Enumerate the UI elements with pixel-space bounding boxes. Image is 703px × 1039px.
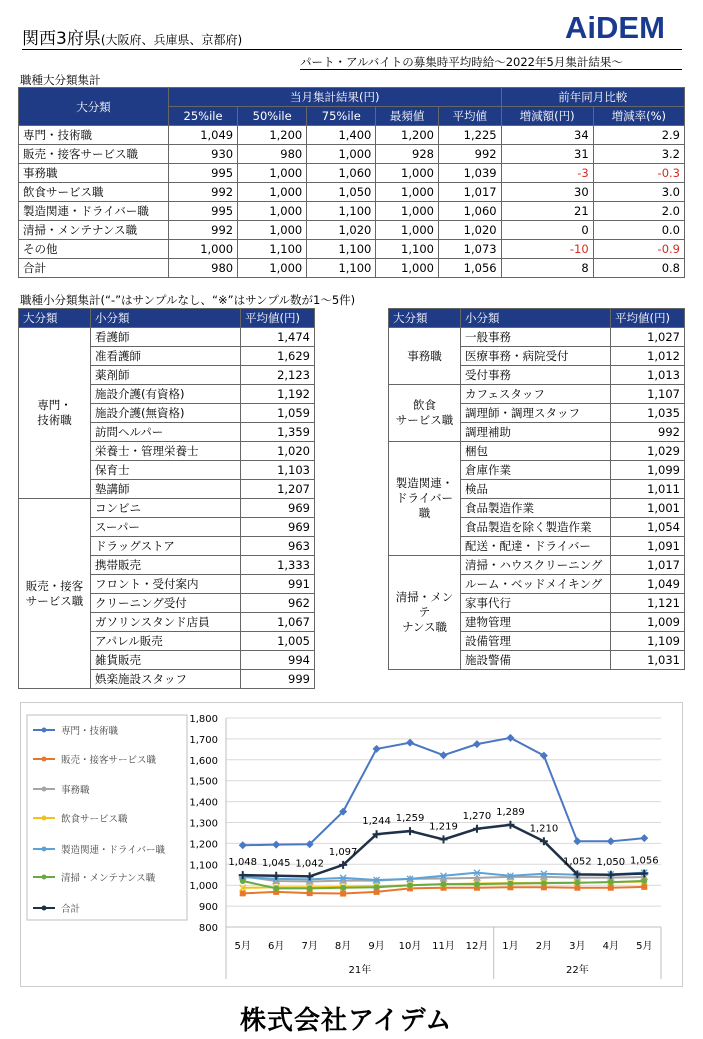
cell-rate: 2.9 (593, 126, 684, 145)
avg-cell: 1,474 (241, 328, 315, 347)
footer-company-logo: 株式会社アイデム (240, 1006, 453, 1036)
data-point (608, 879, 614, 885)
cell-mode: 1,100 (376, 240, 439, 259)
cell-avg: 1,073 (438, 240, 501, 259)
table-row (19, 126, 685, 145)
cell-p25: 1,049 (169, 126, 238, 145)
legend-marker (42, 875, 47, 880)
table-row (19, 164, 685, 183)
y-tick-label: 1,000 (189, 881, 218, 893)
cell-p50: 1,000 (238, 164, 307, 183)
avg-cell: 1,121 (611, 594, 685, 613)
cell-diff: -10 (501, 240, 593, 259)
subcategory-cell: 保育士 (91, 461, 241, 480)
category-cell: 飲食 サービス職 (389, 385, 461, 442)
x-tick-label: 12月 (465, 941, 489, 952)
title-rule (22, 49, 682, 50)
cell-rate: -0.3 (593, 164, 684, 183)
avg-cell: 969 (241, 518, 315, 537)
data-point (574, 880, 580, 886)
data-point (541, 880, 547, 886)
avg-cell: 1,029 (611, 442, 685, 461)
table-row (19, 240, 685, 259)
data-label: 1,289 (496, 806, 525, 818)
data-point (506, 734, 514, 742)
cell-diff: 21 (501, 202, 593, 221)
avg-cell: 1,333 (241, 556, 315, 575)
cell-avg: 992 (438, 145, 501, 164)
cell-rate: -0.9 (593, 240, 684, 259)
cell-mode: 1,200 (376, 126, 439, 145)
table-row (19, 145, 685, 164)
legend-marker (42, 757, 47, 762)
data-label: 1,210 (529, 823, 559, 835)
data-point (540, 752, 548, 760)
cell-p25: 992 (169, 183, 238, 202)
y-tick-label: 1,800 (189, 714, 218, 725)
cell-p75: 1,400 (307, 126, 376, 145)
avg-cell: 1,017 (611, 556, 685, 575)
legend-label: 専門・技術職 (61, 726, 119, 737)
cell-mode: 928 (376, 145, 439, 164)
cell-avg: 1,060 (438, 202, 501, 221)
category-cell: 事務職 (389, 328, 461, 385)
subcategory-cell: 設備管理 (461, 632, 611, 651)
col-header: 最頻値 (376, 107, 439, 126)
minor-section-label: 職種小分類集計(“-”はサンプルなし、“※”はサンプル数が1～5件) (20, 293, 356, 307)
subcategory-cell: 一般事務 (461, 328, 611, 347)
data-point (373, 745, 381, 753)
x-tick-label: 5月 (636, 941, 653, 952)
avg-cell: 1,629 (241, 347, 315, 366)
data-point (406, 739, 414, 747)
col-avg: 平均値(円) (241, 309, 315, 328)
avg-cell: 1,035 (611, 404, 685, 423)
data-point (441, 881, 447, 887)
data-label: 1,056 (629, 855, 659, 867)
subcategory-cell: 携帯販売 (91, 556, 241, 575)
cell-p50: 1,000 (238, 221, 307, 240)
data-point (474, 881, 480, 887)
cell-avg: 1,225 (438, 126, 501, 145)
cell-p25: 1,000 (169, 240, 238, 259)
page-title: 関西3府県(大阪府、兵庫県、京都府) (22, 29, 243, 49)
avg-cell: 1,031 (611, 651, 685, 670)
col-header: 平均値 (438, 107, 501, 126)
x-tick-label: 10月 (398, 941, 422, 952)
cell-p50: 1,000 (238, 202, 307, 221)
avg-cell: 1,054 (611, 518, 685, 537)
subtitle-rule (300, 69, 682, 70)
category-cell: 製造関連・ ドライバー職 (389, 442, 461, 556)
cell-p75: 1,100 (307, 202, 376, 221)
category-cell: 販売・接客 サービス職 (19, 499, 91, 689)
row-label: その他 (19, 240, 169, 259)
legend-marker (42, 816, 47, 821)
cell-avg: 1,020 (438, 221, 501, 240)
aidem-logo: AiDEM (565, 10, 665, 45)
subcategory-cell: 看護師 (91, 328, 241, 347)
cell-p75: 1,100 (307, 259, 376, 278)
cell-mode: 1,000 (376, 259, 439, 278)
avg-cell: 1,059 (241, 404, 315, 423)
data-label: 1,270 (462, 810, 492, 822)
x-tick-label: 2月 (535, 941, 553, 952)
legend-label: 清掃・メンテナンス職 (61, 873, 156, 884)
avg-cell: 1,109 (611, 632, 685, 651)
col-header: 25%ile (169, 107, 238, 126)
subcategory-cell: カフェスタッフ (461, 385, 611, 404)
major-section-label: 職種大分類集計 (20, 73, 101, 87)
subcategory-cell: 雑貨販売 (91, 651, 241, 670)
data-point (608, 885, 614, 891)
subcategory-cell: 薬剤師 (91, 366, 241, 385)
legend-label: 製造関連・ドライバー職 (61, 845, 166, 856)
subcategory-cell: アパレル販売 (91, 632, 241, 651)
cell-p50: 1,100 (238, 240, 307, 259)
y-tick-label: 1,500 (189, 776, 218, 788)
cell-rate: 0.0 (593, 221, 684, 240)
data-point (573, 837, 581, 845)
table-row (389, 385, 685, 404)
col-major: 大分類 (389, 309, 461, 328)
col-header: 75%ile (307, 107, 376, 126)
table-row (19, 259, 685, 278)
avg-cell: 992 (611, 423, 685, 442)
subcategory-cell: ルーム・ベッドメイキング (461, 575, 611, 594)
trend-chart-svg (21, 703, 682, 986)
table-row (19, 221, 685, 240)
cell-mode: 1,000 (376, 202, 439, 221)
data-point (607, 837, 615, 845)
subcategory-cell: 准看護師 (91, 347, 241, 366)
cell-p75: 1,000 (307, 145, 376, 164)
row-label: 清掃・メンテナンス職 (19, 221, 169, 240)
x-tick-label: 1月 (502, 941, 519, 952)
cell-p75: 1,050 (307, 183, 376, 202)
avg-cell: 991 (241, 575, 315, 594)
y-tick-label: 1,100 (189, 860, 218, 872)
avg-cell: 1,103 (241, 461, 315, 480)
row-label: 専門・技術職 (19, 126, 169, 145)
cell-p50: 1,000 (238, 183, 307, 202)
data-point (374, 884, 380, 890)
col-header: 増減額(円) (501, 107, 593, 126)
data-label: 1,244 (362, 816, 391, 828)
cell-p25: 995 (169, 164, 238, 183)
data-point (272, 841, 280, 849)
row-label: 合計 (19, 259, 169, 278)
legend-label: 合計 (61, 904, 81, 915)
data-label: 1,045 (261, 857, 291, 869)
minor-table-left (18, 308, 315, 689)
cell-avg: 1,017 (438, 183, 501, 202)
y-tick-label: 900 (198, 902, 218, 914)
data-point (307, 885, 313, 891)
x-tick-label: 4月 (602, 941, 619, 952)
subcategory-cell: ドラッグストア (91, 537, 241, 556)
table-row (19, 183, 685, 202)
cell-rate: 2.0 (593, 202, 684, 221)
avg-cell: 1,013 (611, 366, 685, 385)
col-header: 増減率(%) (593, 107, 684, 126)
subcategory-cell: 施設警備 (461, 651, 611, 670)
y-tick-label: 1,700 (189, 734, 218, 746)
data-label: 1,052 (563, 856, 592, 868)
legend-label: 飲食サービス職 (61, 814, 128, 825)
subcategory-cell: 検品 (461, 480, 611, 499)
avg-cell: 1,207 (241, 480, 315, 499)
data-label: 1,050 (596, 856, 626, 868)
avg-cell: 1,099 (611, 461, 685, 480)
avg-cell: 1,012 (611, 347, 685, 366)
avg-cell: 999 (241, 670, 315, 689)
cell-diff: 8 (501, 259, 593, 278)
avg-cell: 1,020 (241, 442, 315, 461)
data-point (273, 885, 279, 891)
table-row (19, 328, 315, 347)
x-tick-label: 11月 (432, 941, 455, 952)
data-point (239, 841, 247, 849)
cell-p50: 980 (238, 145, 307, 164)
data-point (473, 825, 481, 833)
subcategory-cell: 訪問ヘルパー (91, 423, 241, 442)
subcategory-cell: ガソリンスタンド店員 (91, 613, 241, 632)
subcategory-cell: 栄養士・管理栄養士 (91, 442, 241, 461)
legend-label: 販売・接客サービス職 (61, 755, 157, 766)
data-point (473, 740, 481, 748)
data-point (506, 821, 514, 829)
data-label: 1,219 (429, 821, 458, 833)
data-point (440, 751, 448, 759)
year-label: 21年 (348, 965, 372, 976)
avg-cell: 994 (241, 651, 315, 670)
data-point (507, 881, 513, 887)
data-label: 1,048 (228, 857, 258, 869)
subtitle: パート・アルバイトの募集時平均時給～2022年5月集計結果～ (300, 55, 623, 69)
y-tick-label: 1,400 (189, 797, 218, 809)
trend-chart (20, 702, 683, 987)
subcategory-cell: 梱包 (461, 442, 611, 461)
category-cell: 清掃・メンテ ナンス職 (389, 556, 461, 670)
avg-cell: 969 (241, 499, 315, 518)
cell-diff: -3 (501, 164, 593, 183)
avg-cell: 1,005 (241, 632, 315, 651)
subcategory-cell: 医療事務・病院受付 (461, 347, 611, 366)
legend-marker (42, 847, 47, 852)
subcategory-cell: フロント・受付案内 (91, 575, 241, 594)
legend-label: 事務職 (61, 785, 90, 796)
cell-avg: 1,056 (438, 259, 501, 278)
avg-cell: 1,192 (241, 385, 315, 404)
table-row (389, 328, 685, 347)
col-major: 大分類 (19, 309, 91, 328)
year-label: 22年 (565, 965, 589, 976)
avg-cell: 1,091 (611, 537, 685, 556)
cell-diff: 34 (501, 126, 593, 145)
x-tick-label: 3月 (569, 941, 586, 952)
subcategory-cell: 塾講師 (91, 480, 241, 499)
cell-p50: 1,200 (238, 126, 307, 145)
cell-p25: 980 (169, 259, 238, 278)
table-row (19, 499, 315, 518)
row-label: 事務職 (19, 164, 169, 183)
data-label: 1,097 (328, 846, 358, 858)
legend-marker (42, 728, 47, 733)
avg-cell: 1,107 (611, 385, 685, 404)
avg-cell: 1,009 (611, 613, 685, 632)
cell-p75: 1,100 (307, 240, 376, 259)
legend-marker (42, 787, 47, 792)
group-current: 当月集計結果(円) (169, 88, 502, 107)
subcategory-cell: 施設介護(有資格) (91, 385, 241, 404)
avg-cell: 1,067 (241, 613, 315, 632)
subcategory-cell: 建物管理 (461, 613, 611, 632)
avg-cell: 1,027 (611, 328, 685, 347)
table-row (389, 556, 685, 575)
subcategory-cell: 食品製造を除く製造作業 (461, 518, 611, 537)
cell-mode: 1,000 (376, 183, 439, 202)
subcategory-cell: コンビニ (91, 499, 241, 518)
x-tick-label: 5月 (234, 941, 251, 952)
col-category: 大分類 (19, 88, 169, 126)
subcategory-cell: 食品製造作業 (461, 499, 611, 518)
cell-p25: 995 (169, 202, 238, 221)
subcategory-cell: 調理師・調理スタッフ (461, 404, 611, 423)
y-tick-label: 1,300 (189, 818, 218, 830)
row-label: 販売・接客サービス職 (19, 145, 169, 164)
subcategory-cell: スーパー (91, 518, 241, 537)
cell-diff: 30 (501, 183, 593, 202)
col-minor: 小分類 (461, 309, 611, 328)
cell-mode: 1,000 (376, 164, 439, 183)
cell-rate: 0.8 (593, 259, 684, 278)
cell-diff: 31 (501, 145, 593, 164)
subcategory-cell: 受付事務 (461, 366, 611, 385)
cell-avg: 1,039 (438, 164, 501, 183)
subcategory-cell: 調理補助 (461, 423, 611, 442)
cell-p50: 1,000 (238, 259, 307, 278)
subcategory-cell: 配送・配達・ドライバー (461, 537, 611, 556)
avg-cell: 1,001 (611, 499, 685, 518)
data-label: 1,042 (295, 858, 324, 870)
avg-cell: 963 (241, 537, 315, 556)
x-tick-label: 8月 (334, 941, 352, 952)
group-prev: 前年同月比較 (501, 88, 684, 107)
x-tick-label: 6月 (268, 941, 285, 952)
major-table (18, 87, 685, 278)
table-row (19, 202, 685, 221)
cell-p75: 1,060 (307, 164, 376, 183)
data-point (440, 835, 448, 843)
data-point (641, 878, 647, 884)
avg-cell: 2,123 (241, 366, 315, 385)
row-label: 製造関連・ドライバー職 (19, 202, 169, 221)
data-point (406, 827, 414, 835)
col-avg: 平均値(円) (611, 309, 685, 328)
cell-p25: 992 (169, 221, 238, 240)
y-tick-label: 1,200 (189, 839, 218, 851)
cell-p25: 930 (169, 145, 238, 164)
cell-rate: 3.2 (593, 145, 684, 164)
data-point (340, 891, 346, 897)
subcategory-cell: 施設介護(無資格) (91, 404, 241, 423)
cell-rate: 3.0 (593, 183, 684, 202)
subcategory-cell: 家事代行 (461, 594, 611, 613)
subcategory-cell: クリーニング受付 (91, 594, 241, 613)
avg-cell: 962 (241, 594, 315, 613)
minor-table-right (388, 308, 685, 670)
y-tick-label: 1,600 (189, 755, 218, 767)
data-point (640, 834, 648, 842)
cell-diff: 0 (501, 221, 593, 240)
col-header: 50%ile (238, 107, 307, 126)
x-tick-label: 9月 (368, 941, 385, 952)
data-point (240, 890, 246, 896)
cell-p75: 1,020 (307, 221, 376, 240)
col-minor: 小分類 (91, 309, 241, 328)
avg-cell: 1,359 (241, 423, 315, 442)
avg-cell: 1,011 (611, 480, 685, 499)
avg-cell: 1,049 (611, 575, 685, 594)
data-label: 1,259 (395, 813, 425, 825)
category-cell: 専門・ 技術職 (19, 328, 91, 499)
subcategory-cell: 清掃・ハウスクリーニング (461, 556, 611, 575)
data-point (407, 882, 413, 888)
data-point (340, 885, 346, 891)
y-tick-label: 800 (198, 923, 218, 934)
x-tick-label: 7月 (301, 941, 318, 952)
legend-marker (42, 906, 47, 911)
cell-mode: 1,000 (376, 221, 439, 240)
row-label: 飲食サービス職 (19, 183, 169, 202)
table-row (389, 442, 685, 461)
subcategory-cell: 倉庫作業 (461, 461, 611, 480)
subcategory-cell: 娯楽施設スタッフ (91, 670, 241, 689)
